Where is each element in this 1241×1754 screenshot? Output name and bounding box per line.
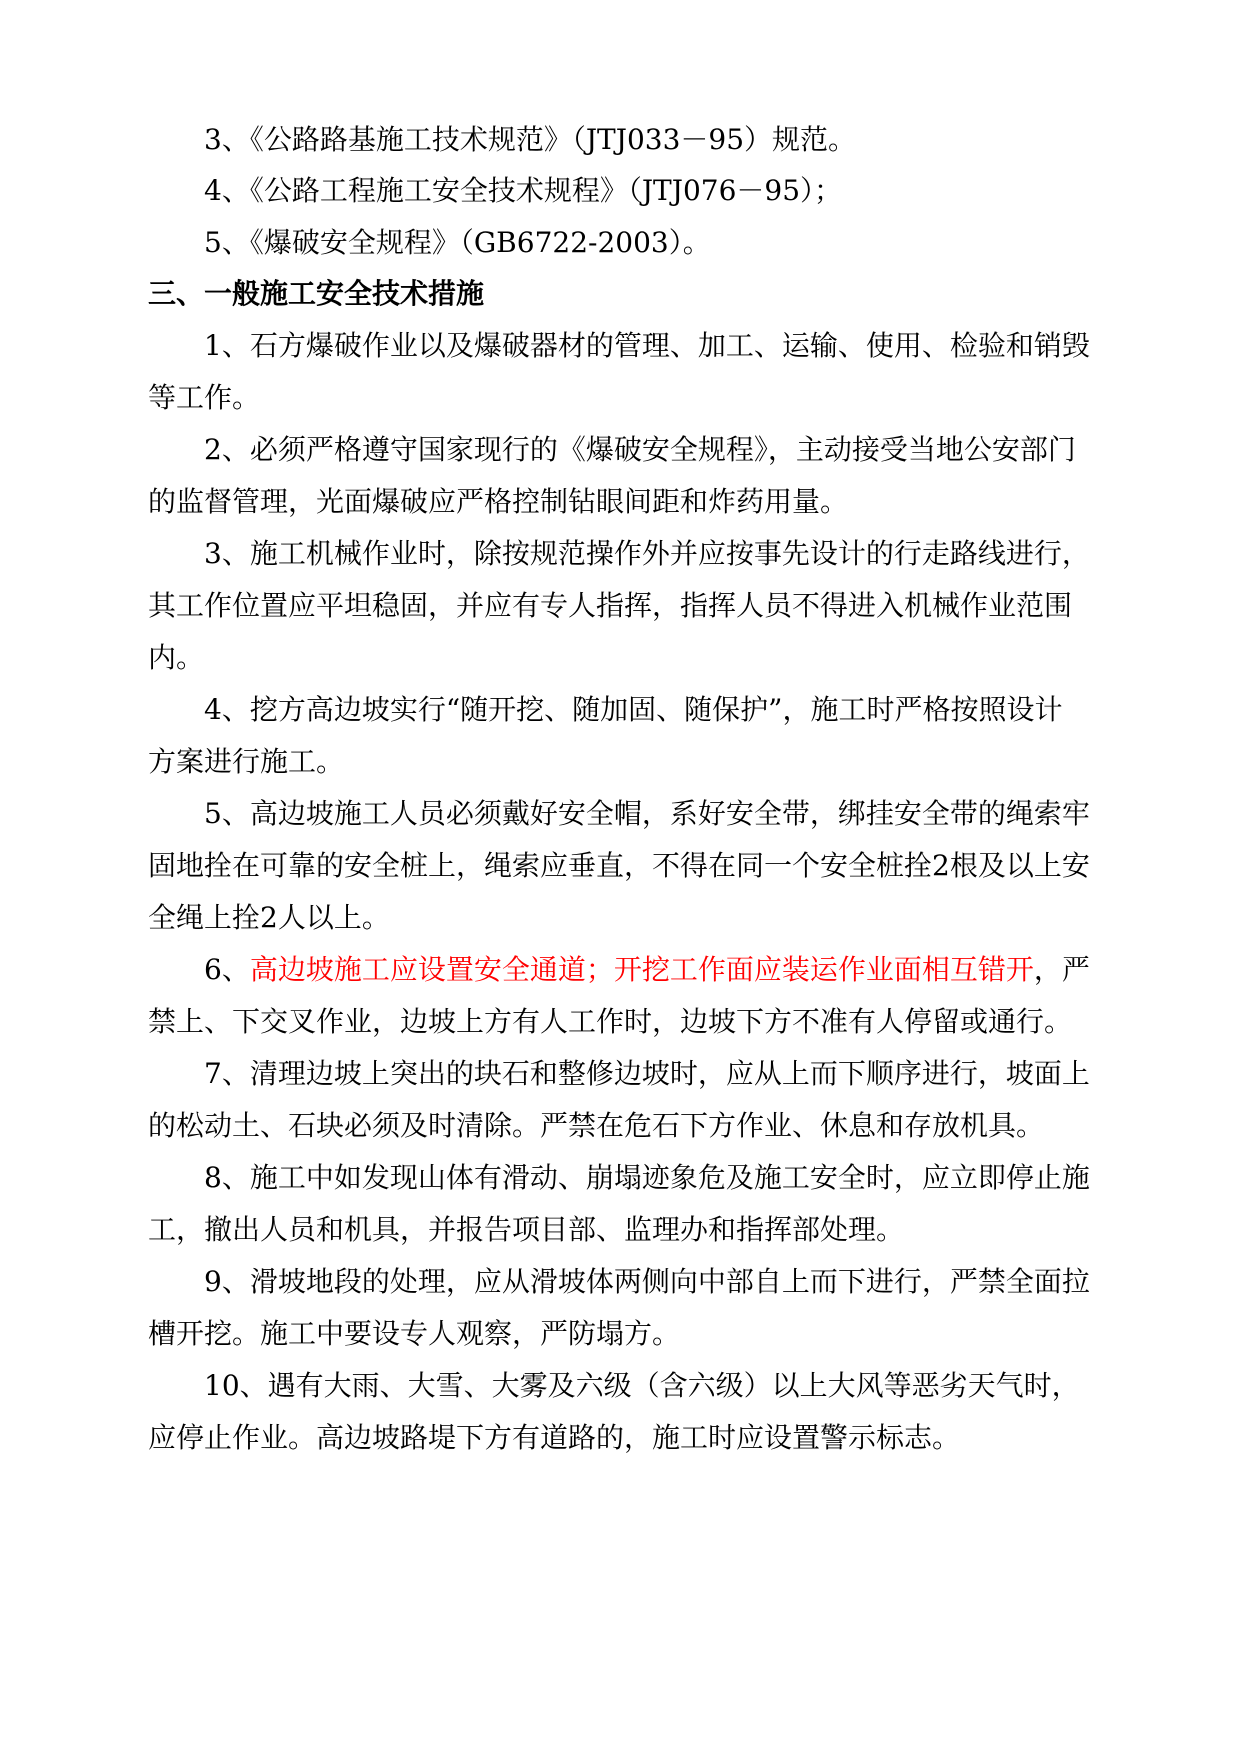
reference-4: 4、《公路工程施工安全技术规程》（JTJ076－95）；: [204, 174, 843, 207]
section-title: 三、一般施工安全技术措施: [148, 277, 485, 310]
item-1-line-2: 等工作。: [148, 381, 261, 414]
item-6-line-2: 禁上、下交叉作业，边坡上方有人工作时，边坡下方不准有人停留或通行。: [148, 1005, 1073, 1038]
item-9-line-1: 9、滑坡地段的处理，应从滑坡体两侧向中部自上而下进行，严禁全面拉: [204, 1265, 1090, 1298]
item-3-line-2: 其工作位置应平坦稳固，并应有专人指挥，指挥人员不得进入机械作业范围: [148, 589, 1073, 622]
item-6-prefix: 6、: [204, 953, 250, 986]
item-5-line-2: 固地拴在可靠的安全桩上，绳索应垂直，不得在同一个安全桩拴2根及以上安: [148, 849, 1090, 882]
item-8-line-1: 8、施工中如发现山体有滑动、崩塌迹象危及施工安全时，应立即停止施: [204, 1161, 1090, 1194]
item-2-line-1: 2、必须严格遵守国家现行的《爆破安全规程》，主动接受当地公安部门: [204, 433, 1076, 466]
item-10-line-1: 10、遇有大雨、大雪、大雾及六级（含六级）以上大风等恶劣天气时，: [204, 1369, 1080, 1402]
item-8-line-2: 工，撤出人员和机具，并报告项目部、监理办和指挥部处理。: [148, 1213, 905, 1246]
item-3-line-3: 内。: [148, 641, 205, 674]
item-5-line-3: 全绳上拴2人以上。: [148, 901, 390, 934]
item-7-line-1: 7、清理边坡上突出的块石和整修边坡时，应从上而下顺序进行，坡面上: [204, 1057, 1090, 1090]
item-6-line-1: [204, 952, 1090, 988]
item-4-line-2: 方案进行施工。: [148, 745, 345, 778]
item-1-line-1: 1、石方爆破作业以及爆破器材的管理、加工、运输、使用、检验和销毁: [204, 329, 1090, 362]
item-9-line-2: 槽开挖。施工中要设专人观察，严防塌方。: [148, 1317, 681, 1350]
reference-5: 5、《爆破安全规程》（GB6722-2003）。: [204, 226, 711, 259]
item-2-line-2: 的监督管理，光面爆破应严格控制钻眼间距和炸药用量。: [148, 485, 849, 518]
item-4-line-1: 4、挖方高边坡实行“随开挖、随加固、随保护”，施工时严格按照设计: [204, 693, 1063, 726]
item-6-suffix: ，严: [1033, 953, 1090, 986]
item-3-line-1: 3、施工机械作业时，除按规范操作外并应按事先设计的行走路线进行，: [204, 537, 1090, 570]
item-10-line-2: 应停止作业。高边坡路堤下方有道路的，施工时应设置警示标志。: [148, 1421, 961, 1454]
reference-3: 3、《公路路基施工技术规范》（JTJ033－95）规范。: [204, 123, 857, 156]
item-6-highlighted-text: 高边坡施工应设置安全通道；开挖工作面应装运作业面相互错开: [249, 953, 1034, 986]
item-7-line-2: 的松动土、石块必须及时清除。严禁在危石下方作业、休息和存放机具。: [148, 1109, 1045, 1142]
item-5-line-1: 5、高边坡施工人员必须戴好安全帽，系好安全带，绑挂安全带的绳索牢: [204, 797, 1090, 830]
